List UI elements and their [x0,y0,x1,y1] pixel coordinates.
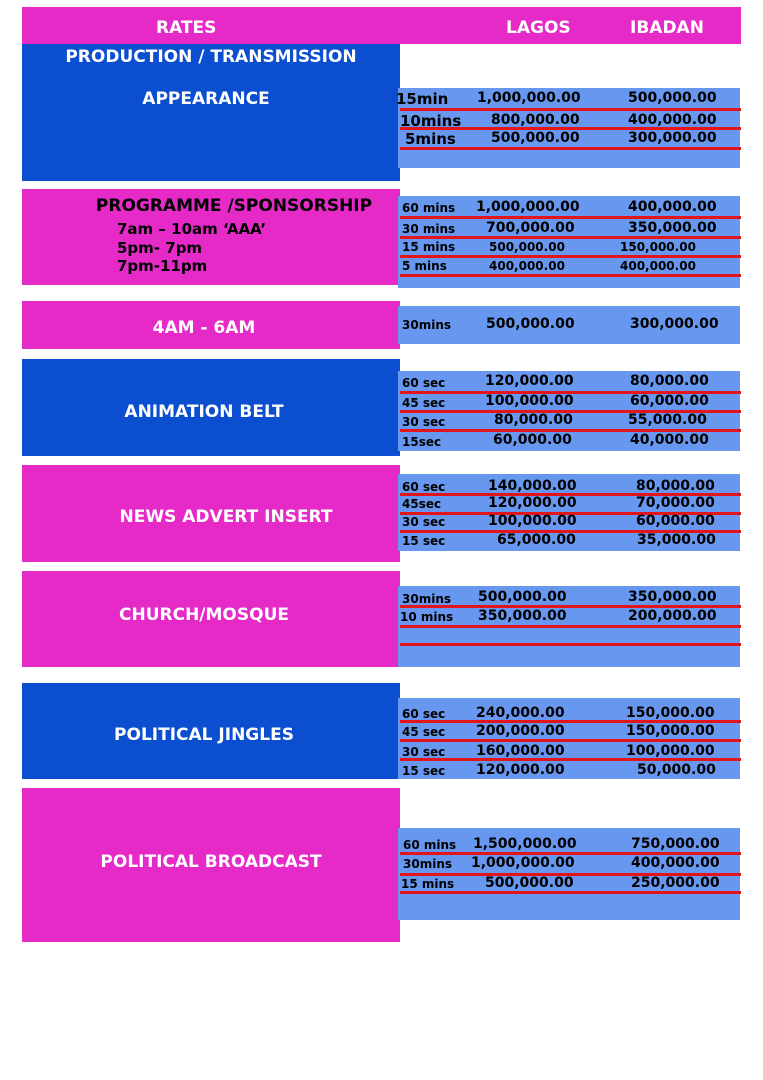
duration-cell: 5mins [405,130,456,148]
duration-cell: 45 sec [402,725,446,739]
lagos-rate-cell: 120,000.00 [488,495,577,511]
lagos-rate-cell: 60,000.00 [493,432,572,448]
duration-cell: 60 sec [402,707,446,721]
ibadan-rate-cell: 150,000.00 [626,705,715,721]
duration-cell: 30 sec [402,415,446,429]
ibadan-rate-cell: 400,000.00 [631,855,720,871]
lagos-rate-cell: 1,000,000.00 [471,855,575,871]
ibadan-rate-cell: 80,000.00 [636,478,715,494]
lagos-rate-cell: 80,000.00 [494,412,573,428]
duration-cell: 15 sec [402,764,446,778]
lagos-rate-cell: 240,000.00 [476,705,565,721]
duration-cell: 30mins [403,857,453,871]
section-broadcast-label: POLITICAL BROADCAST [100,852,322,872]
lagos-rate-cell: 500,000.00 [478,589,567,605]
row-divider [400,274,741,277]
ibadan-rate-cell: 200,000.00 [628,608,717,624]
section-animation-label: ANIMATION BELT [124,402,284,422]
rates-header-label: RATES [156,18,217,38]
lagos-rate-cell: 65,000.00 [497,532,576,548]
ibadan-rate-cell: 350,000.00 [628,589,717,605]
duration-cell: 15 mins [402,240,456,254]
row-divider [400,108,741,111]
ibadan-rate-cell: 150,000.00 [620,240,696,254]
duration-cell: 15min [396,90,449,108]
ibadan-rate-cell: 750,000.00 [631,836,720,852]
programme-time-slot: 7pm-11pm [117,257,208,275]
ibadan-rate-cell: 250,000.00 [631,875,720,891]
row-divider [400,643,741,646]
duration-cell: 10mins [400,112,462,130]
lagos-header-label: LAGOS [506,18,571,38]
lagos-rate-cell: 350,000.00 [478,608,567,624]
programme-time-slot: 7am – 10am ‘AAA’ [117,220,267,238]
lagos-rate-cell: 500,000.00 [491,130,580,146]
row-divider [400,216,741,219]
ibadan-rate-cell: 500,000.00 [628,90,717,106]
section-production-label-line2: APPEARANCE [142,89,270,109]
duration-cell: 15 sec [402,534,446,548]
lagos-rate-cell: 700,000.00 [486,220,575,236]
row-divider [400,891,741,894]
ibadan-rate-cell: 300,000.00 [630,316,719,332]
duration-cell: 15 mins [401,877,455,891]
ibadan-rate-cell: 400,000.00 [620,259,696,273]
lagos-rate-cell: 1,000,000.00 [477,90,581,106]
duration-cell: 5 mins [402,259,447,273]
lagos-rate-cell: 500,000.00 [489,240,565,254]
ibadan-rate-cell: 70,000.00 [636,495,715,511]
lagos-rate-cell: 120,000.00 [485,373,574,389]
ibadan-rate-cell: 55,000.00 [628,412,707,428]
duration-cell: 30 sec [402,515,446,529]
ibadan-rate-cell: 50,000.00 [637,762,716,778]
section-news-label: NEWS ADVERT INSERT [119,507,333,527]
row-divider [400,625,741,628]
section-jingles-label: POLITICAL JINGLES [114,725,294,745]
duration-cell: 45 sec [402,396,446,410]
duration-cell: 10 mins [400,610,454,624]
duration-cell: 60 mins [402,201,456,215]
duration-cell: 60 mins [403,838,457,852]
ibadan-rate-cell: 350,000.00 [628,220,717,236]
section-church-label: CHURCH/MOSQUE [119,605,289,625]
row-divider [400,739,741,742]
ibadan-rate-cell: 300,000.00 [628,130,717,146]
duration-cell: 30mins [402,592,452,606]
section-production-label-line1: PRODUCTION / TRANSMISSION [65,47,357,67]
ibadan-header-label: IBADAN [630,18,704,38]
lagos-rate-cell: 140,000.00 [488,478,577,494]
section-4am-label: 4AM - 6AM [152,318,256,338]
ibadan-rate-cell: 60,000.00 [636,513,715,529]
lagos-rate-cell: 100,000.00 [485,393,574,409]
programme-time-slot: 5pm- 7pm [117,239,203,257]
ibadan-rate-cell: 35,000.00 [637,532,716,548]
lagos-rate-cell: 500,000.00 [485,875,574,891]
duration-cell: 60 sec [402,376,446,390]
ibadan-rate-cell: 400,000.00 [628,199,717,215]
duration-cell: 30 sec [402,745,446,759]
row-divider [400,255,741,258]
lagos-rate-cell: 1,000,000.00 [476,199,580,215]
lagos-rate-cell: 800,000.00 [491,112,580,128]
lagos-rate-cell: 160,000.00 [476,743,565,759]
ibadan-rate-cell: 60,000.00 [630,393,709,409]
lagos-rate-cell: 500,000.00 [486,316,575,332]
lagos-rate-cell: 400,000.00 [489,259,565,273]
duration-cell: 30 mins [402,222,456,236]
row-divider [400,236,741,239]
duration-cell: 15sec [402,435,442,449]
lagos-rate-cell: 120,000.00 [476,762,565,778]
lagos-rate-cell: 200,000.00 [476,723,565,739]
section-programme-label: PROGRAMME /SPONSORSHIP [95,196,373,216]
ibadan-rate-cell: 40,000.00 [630,432,709,448]
ibadan-rate-cell: 100,000.00 [626,743,715,759]
ibadan-rate-cell: 150,000.00 [626,723,715,739]
duration-cell: 30mins [402,318,452,332]
lagos-rate-cell: 100,000.00 [488,513,577,529]
lagos-rate-cell: 1,500,000.00 [473,836,577,852]
ibadan-rate-cell: 80,000.00 [630,373,709,389]
ibadan-rate-cell: 400,000.00 [628,112,717,128]
duration-cell: 45sec [402,497,442,511]
duration-cell: 60 sec [402,480,446,494]
